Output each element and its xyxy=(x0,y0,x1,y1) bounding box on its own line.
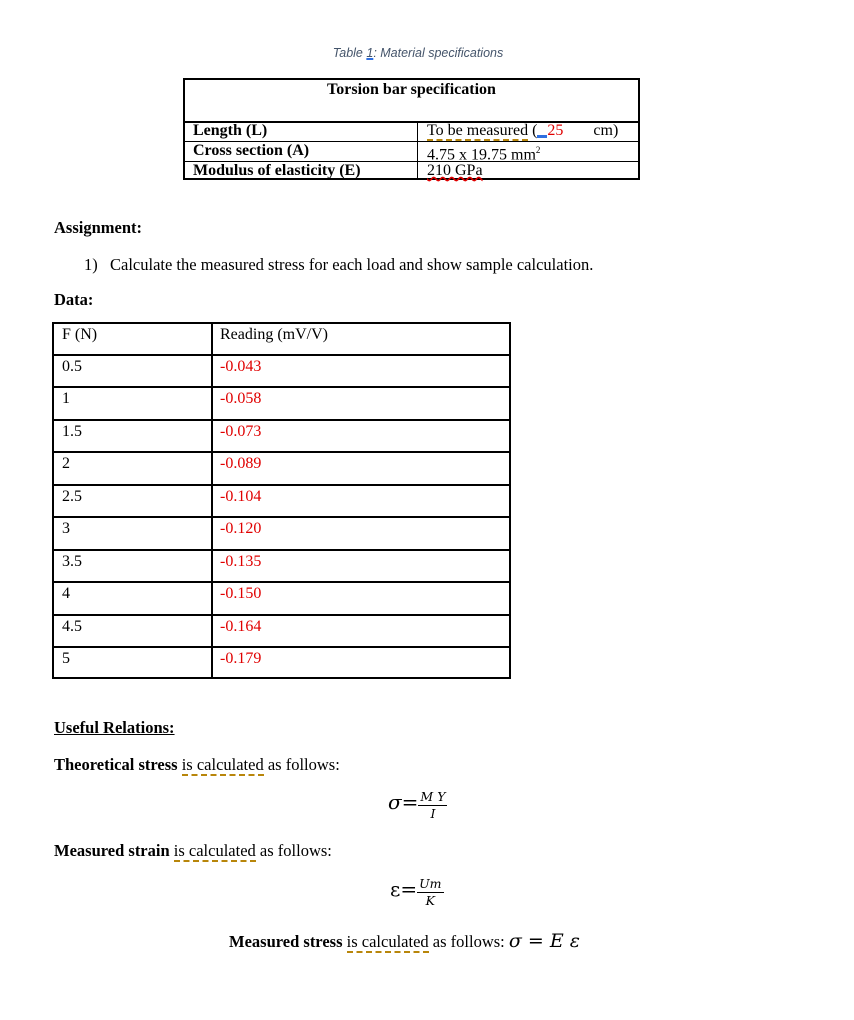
theoretical-stress-line xyxy=(54,755,340,775)
spec-value-length: 25 xyxy=(547,122,564,139)
spec-row-length xyxy=(185,121,638,141)
eq2-lhs: ε= xyxy=(390,877,418,902)
eq2-numerator: Um xyxy=(419,876,442,891)
eq2-fraction xyxy=(417,877,443,908)
data-table-rule xyxy=(54,516,509,518)
theoretical-stress-mid: is calculated xyxy=(181,755,264,774)
measured-strain-mid: is calculated xyxy=(173,841,256,860)
spec-value-text: 4.75 x 19.75 mm xyxy=(427,146,536,164)
relations-heading: Useful Relations: xyxy=(54,718,175,737)
spec-row-modulus xyxy=(185,161,638,181)
measured-stress-equation: σ = E ε xyxy=(508,930,580,952)
table-cell-reading: -0.089 xyxy=(220,455,262,472)
table-cell-force: 4.5 xyxy=(62,618,82,635)
insert-mark-icon xyxy=(537,121,547,138)
data-table-rule xyxy=(54,419,509,421)
equation-measured-strain xyxy=(390,877,444,908)
table-cell-force: 3 xyxy=(62,520,70,537)
data-heading: Data: xyxy=(54,290,94,309)
spec-table xyxy=(183,78,640,180)
column-header-reading: Reading (mV/V) xyxy=(220,326,328,343)
assignment-item-text: Calculate the measured stress for each load and show sample calculation. xyxy=(110,255,594,274)
data-table-rule xyxy=(54,614,509,616)
spec-value-sup: 2 xyxy=(535,145,541,155)
table-cell-force: 0.5 xyxy=(62,358,82,375)
data-table-rule xyxy=(54,484,509,486)
table-cell-force: 2 xyxy=(62,455,70,472)
measured-strain-tail: as follows: xyxy=(259,841,332,860)
spec-label: Modulus of elasticity (E) xyxy=(193,162,361,179)
measured-strain-line xyxy=(54,841,332,861)
assignment-item-number: 1) xyxy=(84,255,98,274)
data-table-rule xyxy=(54,646,509,648)
table-cell-reading: -0.179 xyxy=(220,650,262,667)
table-cell-reading: -0.135 xyxy=(220,553,262,570)
table-cell-reading: -0.150 xyxy=(220,585,262,602)
spec-label: Length (L) xyxy=(193,122,268,139)
table-cell-reading: -0.120 xyxy=(220,520,262,537)
table-cell-reading: -0.104 xyxy=(220,488,262,505)
eq1-denominator: I xyxy=(430,806,436,821)
spec-value-unit: cm) xyxy=(593,122,619,139)
table-cell-reading: -0.058 xyxy=(220,390,262,407)
theoretical-stress-tail: as follows: xyxy=(267,755,340,774)
spec-value-paren: ( xyxy=(532,122,538,139)
caption-number: 1 xyxy=(366,46,374,60)
spec-label: Cross section (A) xyxy=(193,142,310,159)
caption-suffix: : Material specifications xyxy=(373,46,504,60)
table-cell-reading: -0.073 xyxy=(220,423,262,440)
table-cell-force: 2.5 xyxy=(62,488,82,505)
table-cell-force: 5 xyxy=(62,650,70,667)
caption-prefix: Table xyxy=(332,46,367,60)
spec-value-text: To be measured xyxy=(427,122,529,139)
table-cell-force: 1 xyxy=(62,390,70,407)
eq2-denominator: K xyxy=(425,893,435,908)
spec-value xyxy=(427,121,618,140)
spec-value xyxy=(427,161,483,180)
data-table-rule xyxy=(54,386,509,388)
measured-stress-label: Measured stress xyxy=(229,932,343,951)
measured-strain-label: Measured strain xyxy=(54,841,170,860)
spec-value-text: 210 GPa xyxy=(427,162,483,179)
eq1-numerator: M Y xyxy=(420,789,446,804)
equation-theoretical-stress xyxy=(388,790,447,821)
spec-row-cross-section xyxy=(185,141,638,164)
eq1-lhs: σ= xyxy=(388,790,419,815)
table-cell-force: 3.5 xyxy=(62,553,82,570)
data-table-divider xyxy=(211,324,213,677)
table-cell-force: 1.5 xyxy=(62,423,82,440)
eq1-fraction xyxy=(418,790,447,821)
measured-stress-tail: as follows: xyxy=(432,932,505,951)
data-table-rule xyxy=(54,451,509,453)
spec-table-header: Torsion bar specification xyxy=(185,80,638,123)
data-table-rule xyxy=(54,581,509,583)
column-header-force: F (N) xyxy=(62,326,98,343)
data-table-rule xyxy=(54,549,509,551)
measured-stress-mid: is calculated xyxy=(346,932,429,951)
theoretical-stress-label: Theoretical stress xyxy=(54,755,178,774)
table-cell-reading: -0.043 xyxy=(220,358,262,375)
measured-stress-line xyxy=(229,930,580,952)
table-cell-reading: -0.164 xyxy=(220,618,262,635)
data-table xyxy=(52,322,511,679)
table-cell-force: 4 xyxy=(62,585,70,602)
table-caption xyxy=(0,46,836,60)
assignment-heading: Assignment: xyxy=(54,218,143,237)
data-table-rule xyxy=(54,354,509,356)
